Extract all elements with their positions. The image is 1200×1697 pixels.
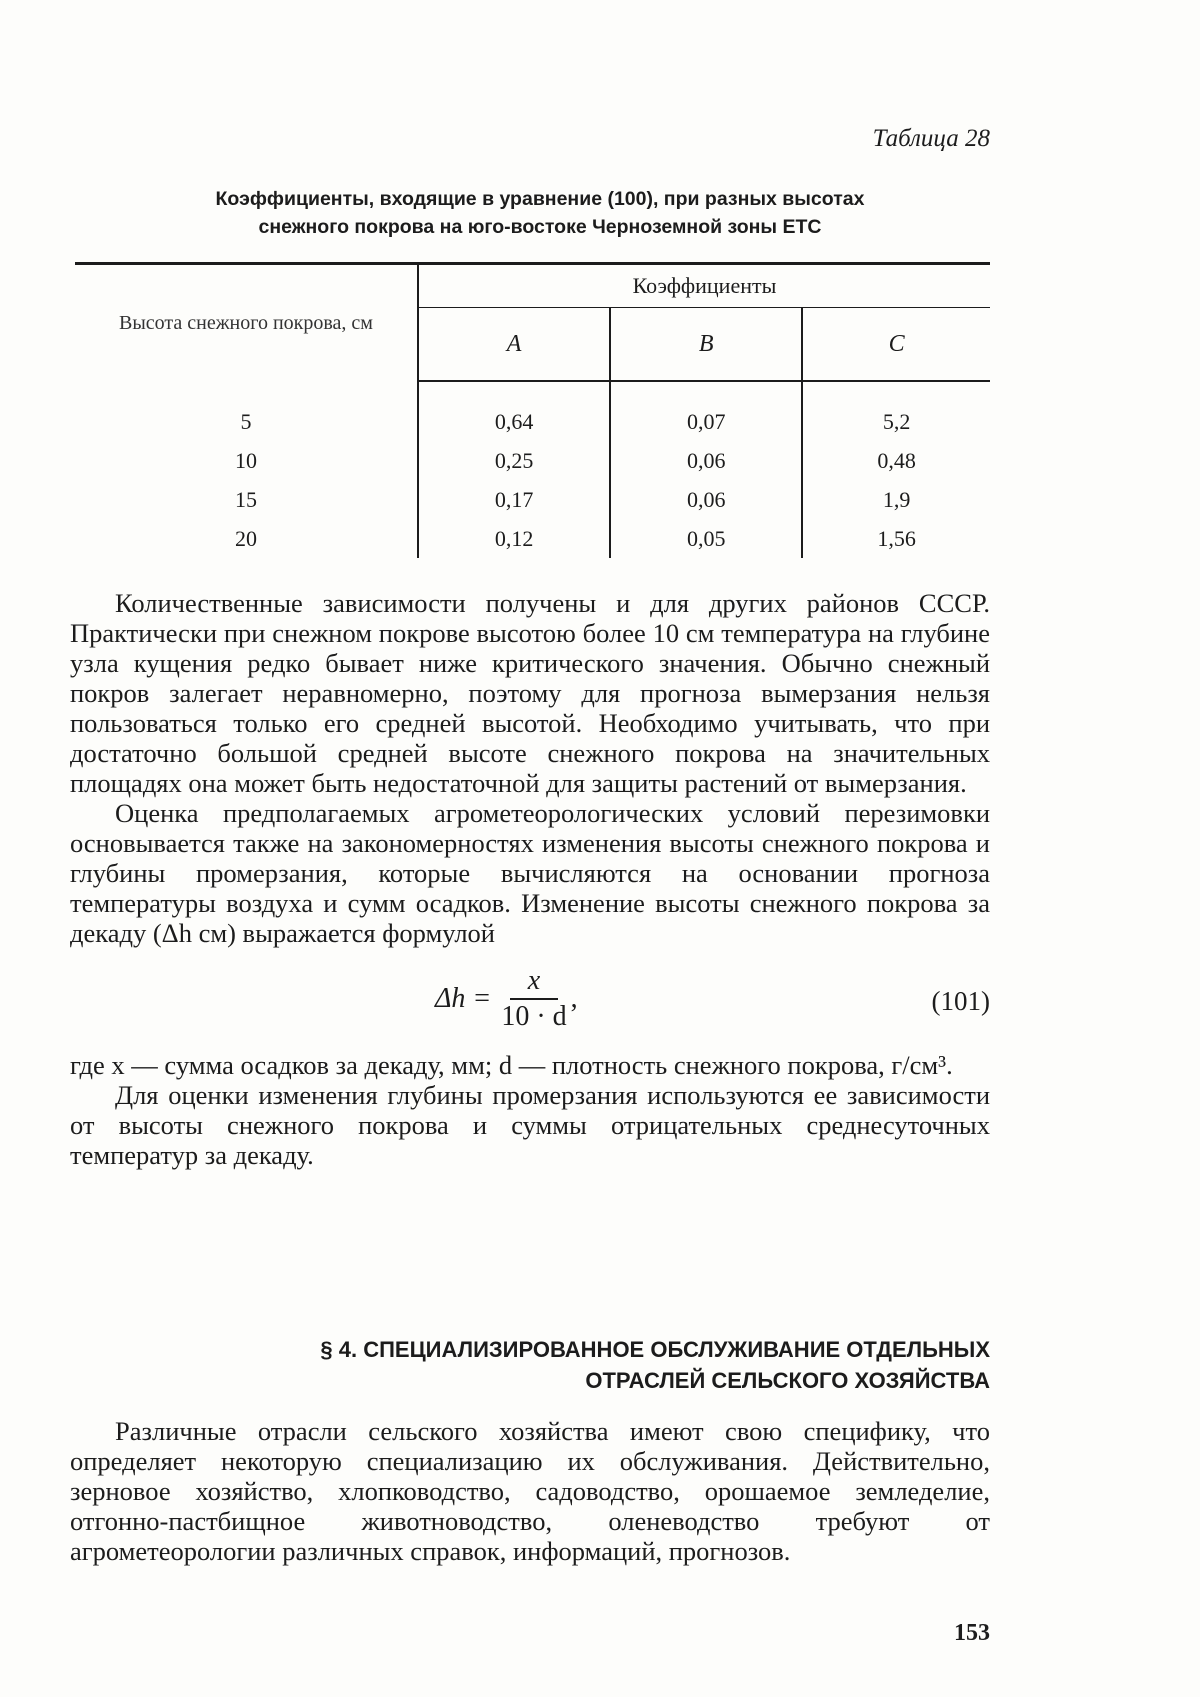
height-cell: 15 [75, 480, 418, 519]
c-cell: 5,2 [802, 402, 990, 441]
b-cell: 0,05 [610, 519, 802, 558]
formula-lhs: Δh = [435, 984, 491, 1014]
section-title [70, 1334, 990, 1396]
b-cell: 0,06 [610, 480, 802, 519]
table-label: Таблица 28 [873, 125, 990, 153]
formula-numerator: x [510, 966, 558, 1000]
formula-tail: , [571, 984, 578, 1014]
paragraph: Оценка предполагаемых агрометеорологических условий перезимовки основывается также на закономерностях изменения высоты снежного покрова и глубины промерзания, которые вычисляются на основании прогноза температуры воздуха и сумм осадков. Изменение высоты снежного покрова за декаду (Δh см) выражается формулой [70, 798, 990, 948]
column-header-b: B [610, 308, 802, 382]
table-row [75, 519, 990, 558]
c-cell: 1,56 [802, 519, 990, 558]
equation-number: (101) [932, 986, 990, 1016]
a-cell: 0,25 [418, 441, 610, 480]
a-cell: 0,17 [418, 480, 610, 519]
group-header: Коэффициенты [418, 264, 990, 308]
b-cell: 0,06 [610, 441, 802, 480]
height-cell: 20 [75, 519, 418, 558]
formula [435, 966, 578, 1032]
paragraph: Количественные зависимости получены и для других районов СССР. Практически при снежном покрове высотою более 10 см температура на глубине узла кущения редко бывает ниже критического значения. Обычно снежный покров залегает неравномерно, поэтому для прогноза вымерзания нельзя пользоваться только его средней высотой. Необходимо учитывать, что при достаточно большой средней высоте снежного покрова на значительных площадях она может быть недостаточной для защиты растений от вымерзания. [70, 588, 990, 798]
formula-fraction [501, 966, 566, 1032]
paragraph: где x — сумма осадков за декаду, мм; d — плотность снежного покрова, г/см³. [70, 1050, 990, 1080]
section-title-line: ОТРАСЛЕЙ СЕЛЬСКОГО ХОЗЯЙСТВА [70, 1365, 990, 1396]
caption-line: Коэффициенты, входящие в уравнение (100), при разных высотах [100, 185, 980, 213]
section-title-line: § 4. СПЕЦИАЛИЗИРОВАННОЕ ОБСЛУЖИВАНИЕ ОТДЕЛЬНЫХ [70, 1334, 990, 1365]
table-row [75, 441, 990, 480]
c-cell: 0,48 [802, 441, 990, 480]
c-cell: 1,9 [802, 480, 990, 519]
a-cell: 0,12 [418, 519, 610, 558]
column-header-c: C [802, 308, 990, 382]
column-header-a: A [418, 308, 610, 382]
row-header: Высота снежного покрова, см [75, 264, 418, 382]
height-cell: 5 [75, 402, 418, 441]
body-text [70, 588, 990, 1170]
a-cell: 0,64 [418, 402, 610, 441]
table-caption [100, 185, 980, 241]
section-body [70, 1416, 990, 1566]
table-row [75, 480, 990, 519]
table-row [75, 402, 990, 441]
coefficients-table [75, 262, 990, 558]
page-number: 153 [954, 1620, 990, 1647]
formula-denominator: 10 · d [501, 1000, 566, 1032]
paragraph: Различные отрасли сельского хозяйства имеют свою специфику, что определяет некоторую специализацию их обслуживания. Действительно, зерновое хозяйство, хлопководство, садоводство, орошаемое земледелие, отгонно-пастбищное животноводство, оленеводство требуют от агрометеорологии различных справок, информаций, прогнозов. [70, 1416, 990, 1566]
formula-block [70, 956, 990, 1046]
paragraph: Для оценки изменения глубины промерзания используются ее зависимости от высоты снежного покрова и суммы отрицательных среднесуточных температур за декаду. [70, 1080, 990, 1170]
caption-line: снежного покрова на юго-востоке Черноземной зоны ЕТС [100, 213, 980, 241]
height-cell: 10 [75, 441, 418, 480]
b-cell: 0,07 [610, 402, 802, 441]
book-page [70, 0, 990, 1697]
